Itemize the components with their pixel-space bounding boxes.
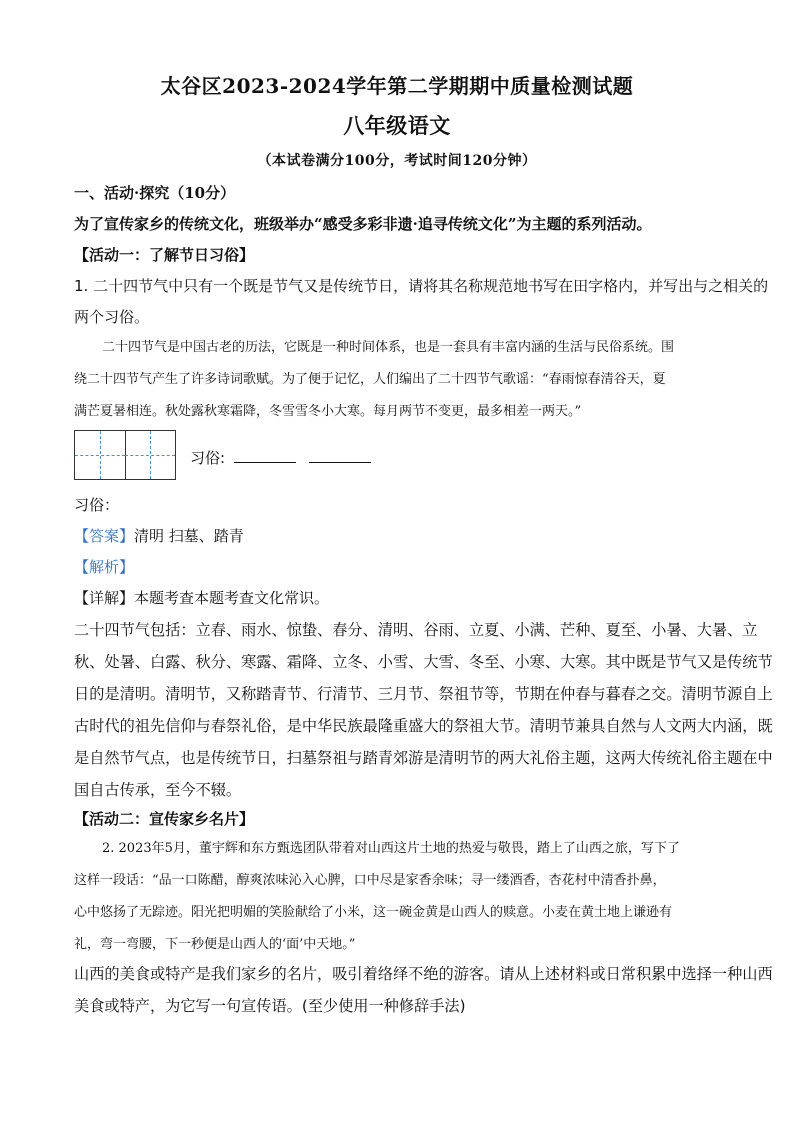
answer-blank[interactable] (234, 448, 296, 463)
detail-tag: 【详解】 (74, 589, 135, 607)
grid-cell[interactable] (75, 431, 126, 479)
prompt-line: 山西的美食或特产是我们家乡的名片，吸引着络绎不绝的游客。请从上述材料或日常积累中选择一种山西 (74, 965, 773, 983)
explanation-line: 古时代的祖先信仰与春祭礼俗，是中华民族最隆重盛大的祭祖大节。清明节兼具自然与人文两大内涵，既 (74, 717, 773, 735)
custom-answer-row (190, 447, 490, 468)
exam-note: （本试卷满分100分，考试时间120分钟） (257, 153, 537, 169)
question-1-line-1: 1. 二十四节气中只有一个既是节气又是传统节日，请将其名称规范地书写在田字格内，并写出与之相关的 (74, 277, 769, 295)
section-heading: 一、活动·探究（10分） (74, 184, 236, 202)
tianzige-grid[interactable] (74, 430, 176, 480)
custom-label: 习俗: (190, 449, 226, 467)
explanation-line: 是自然节气点，也是传统节日，扫墓祭祖与踏青郊游是清明节的两大礼俗主题，这两大传统礼俗主题在中 (74, 749, 773, 767)
answer-blank[interactable] (309, 448, 371, 463)
explanation-line: 国自古传承，至今不辍。 (74, 781, 242, 799)
question-1-line-2: 两个习俗。 (74, 308, 150, 326)
passage2-line: 礼，弯一弯腰，下一秒便是山西人的‘面’中天地。” (74, 937, 356, 952)
analysis-tag: 【解析】 (74, 558, 135, 576)
activity-one-heading: 【活动一：了解节日习俗】 (74, 246, 255, 264)
custom-label-repeat: 习俗： (74, 496, 120, 514)
explanation-line: 二十四节气包括：立春、雨水、惊蛰、春分、清明、谷雨、立夏、小满、芒种、夏至、小暑、大暑、立 (74, 621, 758, 639)
grid-cell[interactable] (125, 431, 175, 479)
answer-text: 清明 扫墓、踏青 (134, 527, 244, 545)
passage-line: 绕二十四节气产生了许多诗词歌赋。为了便于记忆，人们编出了二十四节气歌谣：“春雨惊春清谷天，夏 (74, 372, 666, 387)
passage2-line: 2. 2023年5月，董宇辉和东方甄选团队带着对山西这片土地的热爱与敬畏，踏上了山西之旅，写下了 (102, 841, 680, 856)
answer-tag: 【答案】 (74, 527, 135, 545)
explanation-line: 秋、处暑、白露、秋分、寒露、霜降、立冬、小雪、大雪、冬至、小寒、大寒。其中既是节气又是传统节 (74, 653, 773, 671)
prompt-line: 美食或特产，为它写一句宣传语。(至少使用一种修辞手法) (74, 997, 466, 1015)
passage2-line: 这样一段话：“品一口陈醋，醇爽浓味沁入心脾，口中尽是家香余味；寻一缕酒香，杏花村中清香扑鼻， (74, 873, 666, 888)
section-intro: 为了宣传家乡的传统文化，班级举办“感受多彩非遗·追寻传统文化”为主题的系列活动。 (74, 215, 652, 233)
passage-line: 满芒夏暑相连。秋处露秋寒霜降，冬雪雪冬小大寒。每月两节不变更，最多相差一两天。” (74, 404, 582, 419)
detail-row (74, 587, 724, 608)
passage2-line: 心中悠扬了无踪迹。阳光把明媚的笑脸献给了小米，这一碗金黄是山西人的赎意。小麦在黄土地上谦逊有 (74, 905, 673, 920)
activity-two-heading: 【活动二：宣传家乡名片】 (74, 810, 255, 828)
exam-title: 太谷区2023-2024学年第二学期期中质量检测试题 (160, 74, 634, 98)
answer-row (74, 525, 724, 546)
explanation-line: 日的是清明。清明节，又称踏青节、行清节、三月节、祭祖节等，节期在仲春与暮春之交。清明节源自上 (74, 685, 773, 703)
passage-line: 二十四节气是中国古老的历法，它既是一种时间体系，也是一套具有丰富内涵的生活与民俗系统。围 (102, 340, 675, 355)
detail-intro: 本题考查本题考查文化常识。 (134, 589, 330, 607)
subject-title: 八年级语文 (343, 113, 451, 138)
